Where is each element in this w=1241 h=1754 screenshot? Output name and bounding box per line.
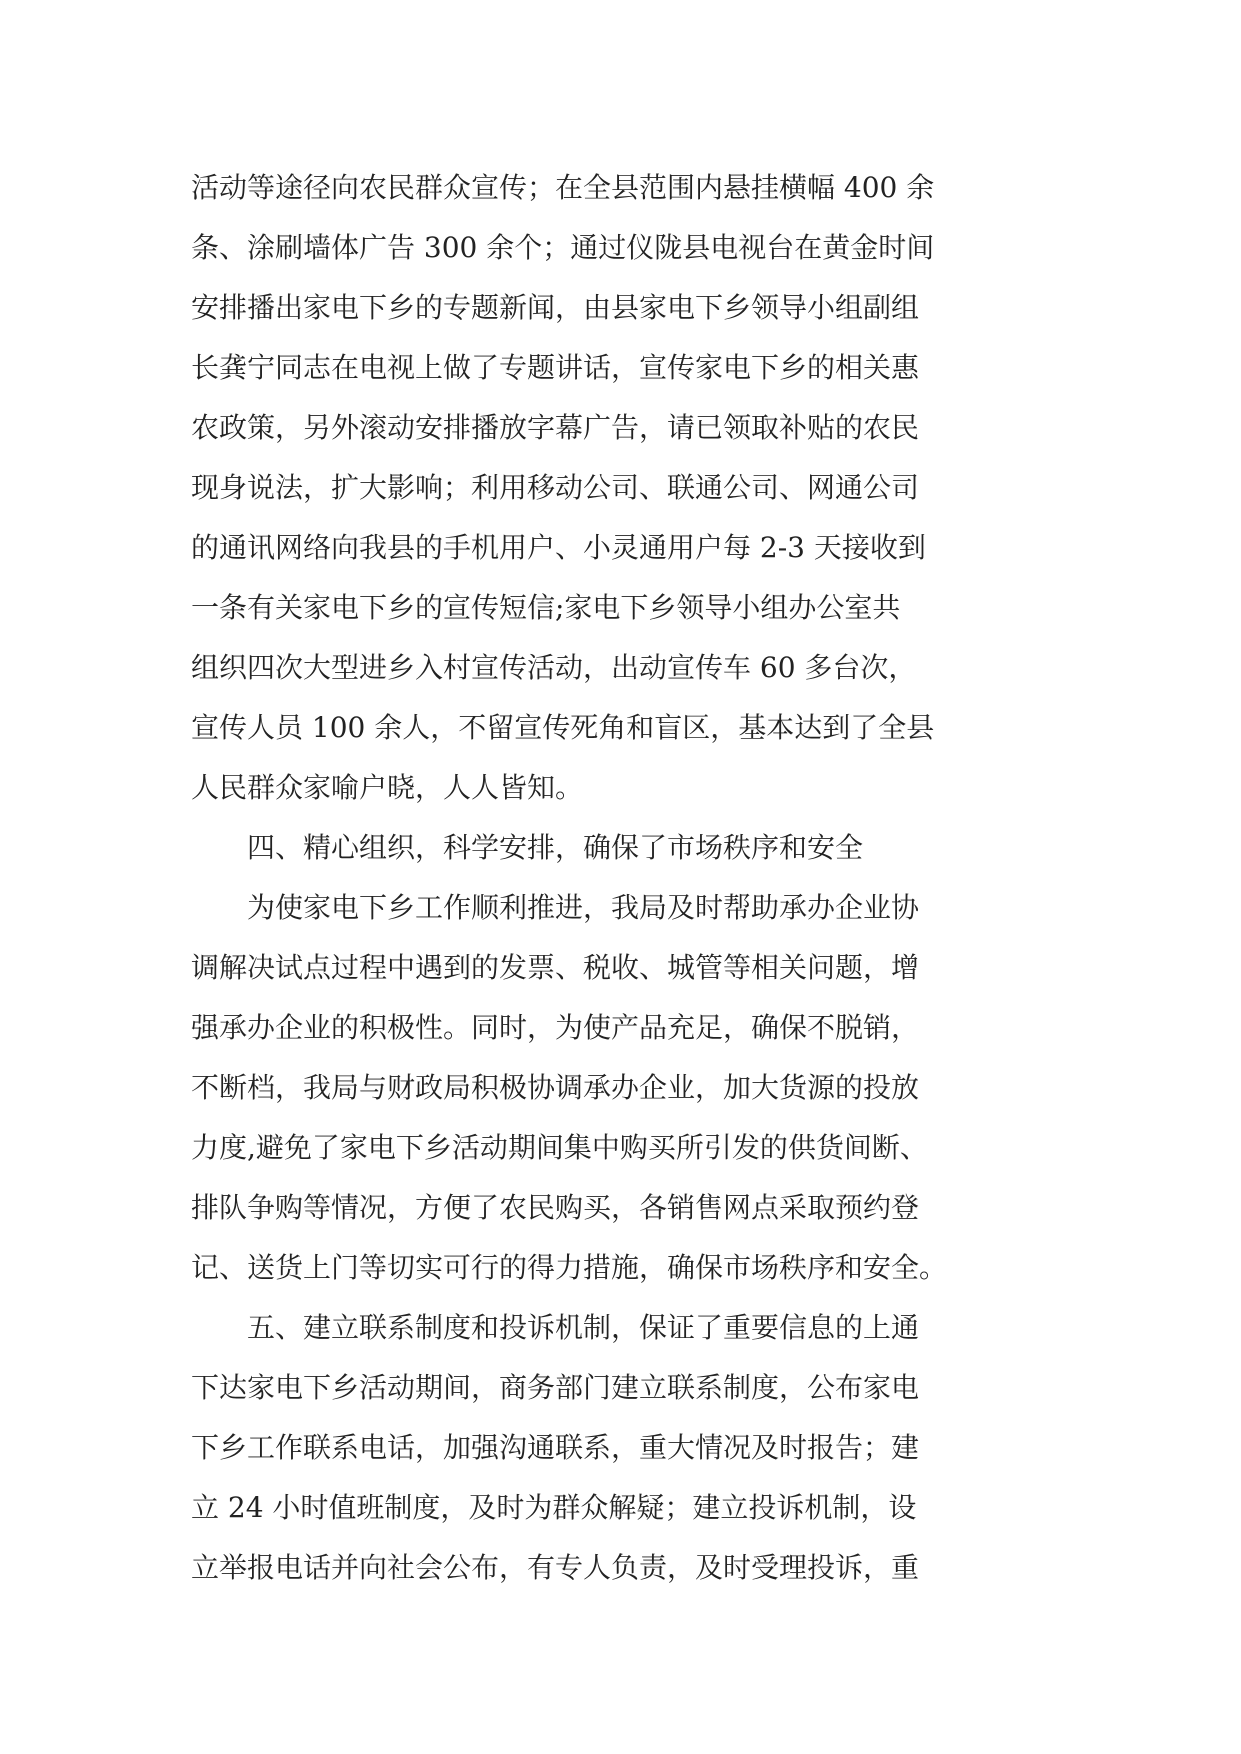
text-line: 立举报电话并向社会公布，有专人负责，及时受理投诉，重 (191, 1551, 920, 1584)
text-line: 不断档，我局与财政局积极协调承办企业，加大货源的投放 (191, 1071, 920, 1104)
text-line: 调解决试点过程中遇到的发票、税收、城管等相关问题，增 (191, 951, 920, 984)
text-line: 力度,避免了家电下乡活动期间集中购买所引发的供货间断、 (191, 1131, 928, 1164)
text-line: 人民群众家喻户晓，人人皆知。 (191, 771, 584, 804)
text-line: 下乡工作联系电话，加强沟通联系，重大情况及时报告；建 (191, 1431, 920, 1464)
text-line: 记、送货上门等切实可行的得力措施，确保市场秩序和安全。 (191, 1251, 948, 1284)
section-heading-4: 四、精心组织，科学安排，确保了市场秩序和安全 (191, 831, 864, 864)
text-line: 农政策，另外滚动安排播放字幕广告，请已领取补贴的农民 (191, 411, 920, 444)
text-line: 排队争购等情况，方便了农民购买，各销售网点采取预约登 (191, 1191, 920, 1224)
text-line: 长龚宁同志在电视上做了专题讲话，宣传家电下乡的相关惠 (191, 351, 920, 384)
text-line: 条、涂刷墙体广告 300 余个；通过仪陇县电视台在黄金时间 (191, 231, 935, 264)
text-line: 强承办企业的积极性。同时，为使产品充足，确保不脱销， (191, 1011, 920, 1044)
body-text (191, 158, 1057, 1598)
text-line: 立 24 小时值班制度，及时为群众解疑；建立投诉机制，设 (191, 1491, 917, 1524)
text-line: 活动等途径向农民群众宣传；在全县范围内悬挂横幅 400 余 (191, 171, 935, 204)
text-line: 的通讯网络向我县的手机用户、小灵通用户每 2-3 天接收到 (191, 531, 926, 564)
section-heading-5: 五、建立联系制度和投诉机制，保证了重要信息的上通 (191, 1311, 920, 1344)
text-line: 安排播出家电下乡的专题新闻，由县家电下乡领导小组副组 (191, 291, 920, 324)
text-line: 组织四次大型进乡入村宣传活动，出动宣传车 60 多台次， (191, 651, 917, 684)
text-line: 为使家电下乡工作顺利推进，我局及时帮助承办企业协 (191, 891, 920, 924)
text-line: 宣传人员 100 余人，不留宣传死角和盲区，基本达到了全县 (191, 711, 935, 744)
text-line: 下达家电下乡活动期间，商务部门建立联系制度，公布家电 (191, 1371, 920, 1404)
text-line: 一条有关家电下乡的宣传短信;家电下乡领导小组办公室共 (191, 591, 901, 624)
text-line: 现身说法，扩大影响；利用移动公司、联通公司、网通公司 (191, 471, 920, 504)
